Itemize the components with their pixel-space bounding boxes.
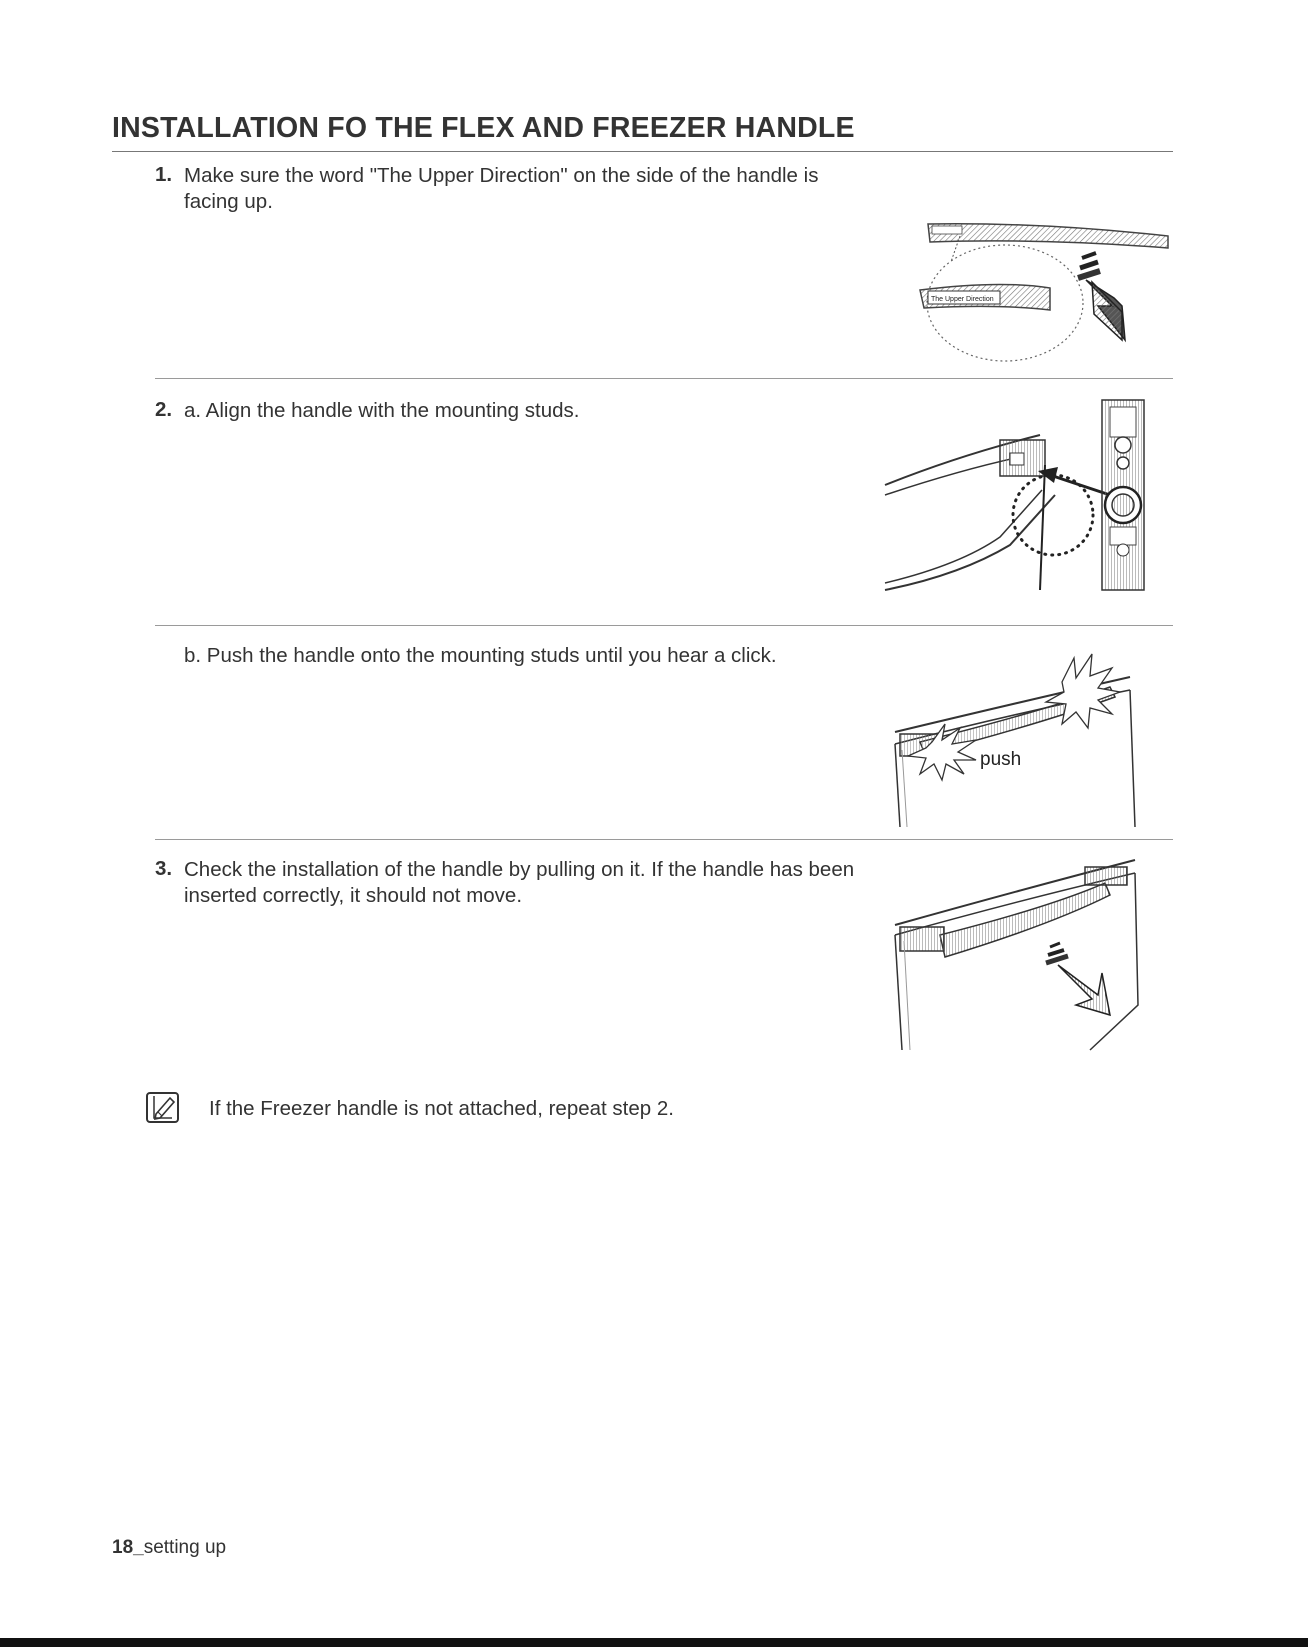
arrow-left-icon [1050,475,1110,495]
step-1-number: 1. [155,163,173,186]
stud-detail-circle [1013,475,1093,555]
note-pencil-icon [146,1092,180,1124]
divider-2 [155,625,1173,626]
arrow-down-right-icon [1046,943,1110,1015]
step-1-line-2: facing up. [184,190,273,213]
footer [112,1535,226,1560]
push-label: push [980,749,1022,770]
small-label [932,226,962,234]
align-studs-figure [880,395,1170,595]
title-underline [112,151,1173,152]
page-number: 18_ [112,1537,144,1558]
handle-direction-figure [900,218,1170,358]
pull-handle-figure [880,855,1170,1055]
handle-bar [928,224,1168,248]
arrow-down-right-icon [1078,253,1125,340]
note-text: If the Freezer handle is not attached, repeat step 2. [209,1097,674,1120]
step-3-number: 3. [155,857,173,880]
section-name: setting up [143,1537,227,1558]
upper-direction-label: The Upper Direction [931,296,994,303]
handle-bar [940,883,1110,957]
step-3-line-2: inserted correctly, it should not move. [184,884,523,907]
push-handle-figure [880,632,1170,832]
divider-3 [155,839,1173,840]
step-3-line-1: Check the installation of the handle by pulling on it. If the handle has been [184,858,855,881]
step-2b-line: b. Push the handle onto the mounting studs until you hear a click. [184,644,777,667]
bottom-edge-bar [0,1638,1308,1647]
divider-1 [155,378,1173,379]
step-1-line-1: Make sure the word "The Upper Direction" on the side of the handle is [184,164,819,187]
step-2-number: 2. [155,398,173,421]
step-2a-line: a. Align the handle with the mounting studs. [184,399,580,422]
page-title: INSTALLATION FO THE FLEX AND FREEZER HANDLE [112,112,855,144]
